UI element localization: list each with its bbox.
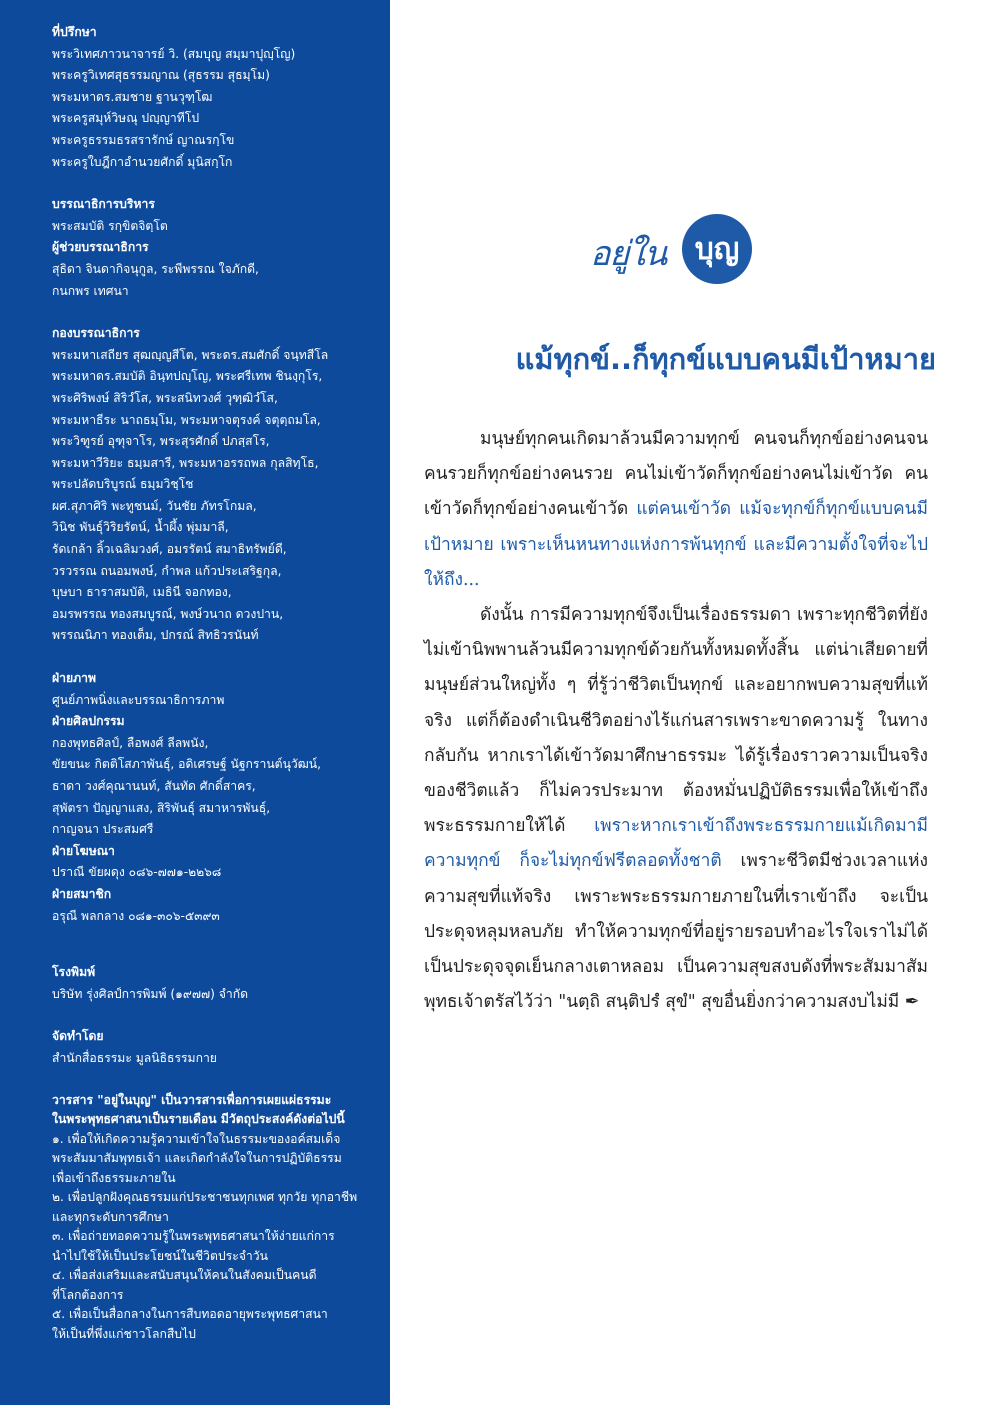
objective-line: และทุกระดับการศึกษา [52, 1209, 169, 1224]
printer-line: บริษัท รุ่งศิลป์การพิมพ์ (๑๙๗๗) จำกัด [52, 986, 249, 1001]
exec-editor-heading: บรรณาธิการบริหาร [52, 197, 155, 212]
editorial-board-line: พรรณนิภา ทองเต็ม, ปกรณ์ สิทธิวรนันท์ [52, 628, 259, 643]
highlighted-text: เพราะหากเราเข้าถึงพระธรรมกายแม้เกิดมามีความทุกข์ ก็จะไม่ทุกข์ฟรีตลอดทั้งชาติ [424, 816, 928, 872]
photo-line: ศูนย์ภาพนิ่งและบรรณาธิการภาพ [52, 692, 225, 707]
art-line: กองพุทธศิลป์, ลือพงศ์ ลีลพนัง, [52, 735, 209, 750]
advisor-line: พระมหาดร.สมชาย ฐานวุฑฺโฒ [52, 89, 213, 104]
producer-heading: จัดทำโดย [52, 1029, 104, 1044]
objective-line: นำไปใช้ให้เป็นประโยชน์ในชีวิตประจำวัน [52, 1248, 268, 1263]
asst-editor-heading: ผู้ช่วยบรรณาธิการ [52, 240, 149, 255]
editorial-board-line: พระวิฑูรย์ อุฑุจาโร, พระสุรศักดิ์ ปภสฺสโร, [52, 434, 270, 449]
advertising-heading: ฝ่ายโฆษณา [52, 843, 115, 858]
article-title: แม้ทุกข์..ก็ทุกข์แบบคนมีเป้าหมาย [515, 342, 936, 376]
objective-line: เพื่อเข้าถึงธรรมะภายใน [52, 1170, 176, 1185]
editorial-board-line: พระศิริพงษ์ สิริวํโส, พระสนิทวงศ์ วุฑฺฒิวํโส, [52, 390, 278, 405]
objective-line: ๑. เพื่อให้เกิดความรู้ความเข้าใจในธรรมะของอค์สมเด็จ [52, 1131, 341, 1146]
advisor-line: พระครูธรรมธรสรารักษ์ ญาณรกฺโข [52, 132, 235, 147]
objective-line: ๒. เพื่อปลูกฝังคุณธรรมแก่ประชาชนทุกเพศ ทุกวัย ทุกอาชีพ [52, 1190, 358, 1205]
article-body [424, 422, 928, 1020]
logo-circle-badge [682, 214, 752, 284]
objective-line: พระสัมมาสัมพุทธเจ้า และเกิดกำลังใจในการปฏิบัติธรรม [52, 1151, 342, 1166]
art-line: กาญจนา ประสมศรี [52, 822, 154, 837]
advisor-line: พระครูวิเทศสุธรรมญาณ (สุธรรม สุธมฺโม) [52, 68, 270, 83]
editorial-board-line: อมรพรรณ ทองสมบูรณ์, พงษ์วนาถ ดวงปาน, [52, 606, 284, 621]
asst-editor-line: กนกพร เทศนา [52, 283, 129, 298]
editorial-board-line: รัดเกล้า ลิ้วเฉลิมวงศ์, อมรรัตน์ สมาธิทรัพย์ดี, [52, 542, 287, 557]
membership-heading: ฝ่ายสมาชิก [52, 886, 112, 901]
photo-heading: ฝ่ายภาพ [52, 671, 97, 686]
editorial-board-line: พระมหาเสถียร สุฒญฺญสีโต, พระดร.สมศักดิ์ จนฺทสีโล [52, 347, 329, 362]
editorial-board-heading: กองบรรณาธิการ [52, 326, 140, 341]
paragraph-text: เพราะชีวิตมีช่วงเวลาแห่งความสุขที่แท้จริง เพราะพระธรรมกายภายในที่เราเข้าถึง จะเป็นประดุจหลุมหลบภัย ทำให้ความทุกข์ที่อยู่รายรอบทำอะไรใจเราไม่ได้ เป็นประดุจจุดเย็นกลางเตาหลอม เป็นความสุขสงบดังที่พระสัมมาสัมพุทธเจ้าตรัสไว้ว่า "นตฺถิ สนฺติปรํ สุขํ" สุขอื่นยิ่งกว่าความสงบไม่มี [424, 851, 928, 1013]
masthead-sidebar [0, 0, 390, 1405]
editorial-board-line: พระมหาวีริยะ ธมฺมสารี, พระมหาอรรถพล กุลสิทฺโธ, [52, 455, 319, 470]
paragraph-text: ดังนั้น การมีความทุกข์จึงเป็นเรื่องธรรมดา เพราะทุกชีวิตที่ยังไม่เข้านิพพานล้วนมีความทุกข์ด้วยกันทั้งหมดทั้งสิ้น แต่น่าเสียดายที่มนุษย์ส่วนใหญ่ทั้ง ๆ ที่รู้ว่าชีวิตเป็นทุกข์ และอยากพบความสุขที่แท้จริง แต่ก็ต้องดำเนินชีวิตอย่างไร้แก่นสารเพราะขาดความรู้ ในทางกลับกัน หากเราได้เข้าวัดมาศึกษาธรรมะ ได้รู้เรื่องราวความเป็นจริงของชีวิตแล้ว ก็ไม่ควรประมาท ต้องหมั่นปฏิบัติธรรมเพื่อให้เข้าถึงพระธรรมกายให้ได้ [424, 605, 928, 837]
art-heading: ฝ่ายศิลปกรรม [52, 714, 125, 729]
objective-line: ที่โลกต้องการ [52, 1287, 124, 1302]
article-paragraph [424, 598, 928, 1020]
art-line: ขัยขนะ กิตติโสภาพันธุ์, อดิเศรษฐ์ นัฐกรานต์นุวัฒน์, [52, 757, 321, 772]
art-line: ธาดา วงศ์คุณานนท์, สันทัด ศักดิ์สาคร, [52, 779, 256, 793]
art-line: สุพัตรา ปัญญาแสง, สิริพันธุ์ สมาหารพันธุ์, [52, 800, 271, 815]
logo-circle-text: บุญ [694, 231, 740, 267]
objective-line: ให้เป็นที่พึ่งแก่ชาวโลกสืบไป [52, 1326, 196, 1341]
exec-editor-line: พระสมบัติ รกฺขิตจิตฺโต [52, 218, 168, 233]
editorial-board-line: พระมหาดร.สมบัติ อินฺทปญฺโญ, พระศรีเทพ ชินงฺกุโร, [52, 369, 323, 384]
objectives-heading: ในพระพุทธศาสนาเป็นรายเดือน มีวัตถุประสงค์ดังต่อไปนี้ [52, 1112, 345, 1127]
advisor-line: พระครูใบฎีกาอำนวยศักดิ์ มุนิสกฺโก [52, 154, 233, 169]
objective-line: ๔. เพื่อส่งเสริมและสนับสนุนให้คนในสังคมเป็นคนดี [52, 1268, 317, 1283]
objective-line: ๕. เพื่อเป็นสื่อกลางในการสืบทอดอายุพระพุทธศาสนา [52, 1307, 328, 1322]
objective-line: ๓. เพื่อถ่ายทอดความรู้ในพระพุทธศาสนาให้ง่ายแก่การ [52, 1229, 335, 1244]
advisor-line: พระครูสมุห์วิษณุ ปญฺญาทีโป [52, 111, 200, 126]
editorial-board-line: พระปลัดบริบูรณ์ ธมฺมวิชฺโช [52, 477, 194, 492]
end-mark-icon: ✒ [904, 992, 920, 1013]
editorial-board-line: วรวรรณ ถนอมพงษ์, กำพล แก้วประเสริฐกุล, [52, 563, 282, 578]
asst-editor-line: สุธิดา จินดากิจนุกูล, ระพีพรรณ ใจภักดี, [52, 261, 259, 276]
advisors-heading: ที่ปรึกษา [52, 25, 97, 39]
editorial-board-line: พระมหาธีระ นาถธมฺโม, พระมหาจตุรงค์ จตุตฺถมโล, [52, 412, 321, 427]
article-paragraph [424, 422, 928, 598]
editorial-board-line: ผศ.สุภาศิริ พะทูชนม์, วันชัย ภัทรโกมล, [52, 498, 257, 513]
magazine-logo [590, 214, 760, 284]
editorial-board-line: วินิช พันธุ์วิริยรัตน์, น้ำผึ้ง พุ่มมาลี, [52, 520, 229, 535]
printer-heading: โรงพิมพ์ [52, 965, 96, 980]
logo-script-text: อยู่ใน [590, 234, 667, 274]
paragraph-text: มนุษย์ทุกคนเกิดมาล้วนมีความทุกข์ คนจนก็ทุกข์อย่างคนจน คนรวยก็ทุกข์อย่างคนรวย คนไม่เข้าวัดก็ทุกข์อย่างคนไม่เข้าวัด คนเข้าวัดก็ทุกข์อย่างคนเข้าวัด [424, 429, 928, 520]
highlighted-text: แต่คนเข้าวัด แม้จะทุกข์ก็ทุกข์แบบคนมีเป้าหมาย เพราะเห็นหนทางแห่งการพ้นทุกข์ และมีความตั้งใจที่จะไปให้ถึง... [424, 499, 928, 590]
objectives-heading: วารสาร "อยู่ในบุญ" เป็นวารสารเพื่อการเผยแผ่ธรรมะ [52, 1092, 332, 1107]
editorial-board-line: บุษบา ธาราสมบัติ, เมธินี จอกทอง, [52, 585, 232, 600]
advisor-line: พระวิเทศภาวนาจารย์ วิ. (สมบุญ สมฺมาปุญฺโญ) [52, 46, 296, 61]
advertising-line: ปราณี ขัยผดุง ๐๘๖-๗๗๑-๒๒๖๘ [52, 865, 222, 880]
membership-line: อรุณี พลกลาง ๐๘๑-๓๐๖-๕๓๙๓ [52, 908, 220, 923]
producer-line: สำนักสื่อธรรมะ มูลนิธิธรรมกาย [52, 1050, 217, 1065]
